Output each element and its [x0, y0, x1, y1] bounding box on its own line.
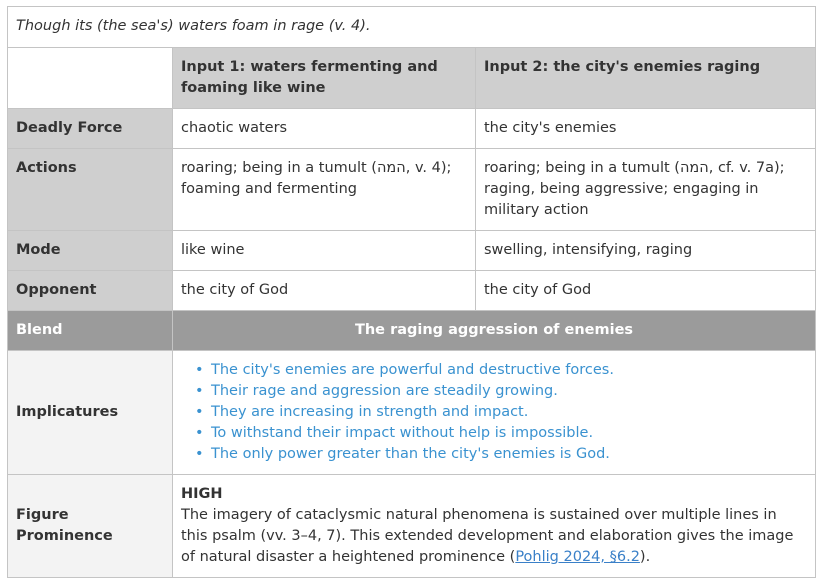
cell-input2: the city of God: [476, 271, 816, 311]
implicature-item: [195, 423, 807, 444]
implicature-text: To withstand their impact without help is impossible.: [211, 425, 594, 441]
row-blend: [8, 311, 816, 351]
blend-label: Blend: [8, 311, 173, 351]
prominence-level: HIGH: [181, 486, 223, 502]
row-deadly-force: [8, 109, 816, 149]
implicatures-list: [181, 360, 807, 465]
bullet-icon: •: [195, 362, 204, 378]
implicature-text: The city's enemies are powerful and destructive forces.: [211, 362, 614, 378]
row-label: Mode: [8, 231, 173, 271]
cell-input2: the city's enemies: [476, 109, 816, 149]
row-opponent: [8, 271, 816, 311]
caption-row: [8, 7, 816, 48]
blend-analysis-table: [7, 6, 816, 578]
cell-input2: swelling, intensifying, raging: [476, 231, 816, 271]
implicature-item: [195, 381, 807, 402]
row-mode: [8, 231, 816, 271]
implicature-item: [195, 444, 807, 465]
prominence-text-end: ).: [639, 549, 651, 565]
header-row: [8, 48, 816, 109]
row-label: Actions: [8, 149, 173, 231]
implicature-text: The only power greater than the city's enemies is God.: [211, 446, 610, 462]
row-figure-prominence: [8, 475, 816, 578]
cell-input2: roaring; being in a tumult (המה, cf. v. 7a); raging, being aggressive; engaging in military action: [476, 149, 816, 231]
row-implicatures: [8, 351, 816, 475]
cell-input1: like wine: [173, 231, 476, 271]
implicatures-label: Implicatures: [8, 351, 173, 475]
header-blank-cell: [8, 48, 173, 109]
implicatures-cell: [173, 351, 816, 475]
prominence-cell: [173, 475, 816, 578]
cell-input1: the city of God: [173, 271, 476, 311]
implicature-item: [195, 360, 807, 381]
header-input2: Input 2: the city's enemies raging: [476, 48, 816, 109]
bullet-icon: •: [195, 446, 204, 462]
row-label: Deadly Force: [8, 109, 173, 149]
row-label: Opponent: [8, 271, 173, 311]
bullet-icon: •: [195, 383, 204, 399]
implicature-text: Their rage and aggression are steadily growing.: [211, 383, 558, 399]
blend-analysis-table-container: [7, 6, 815, 578]
row-actions: [8, 149, 816, 231]
bullet-icon: •: [195, 425, 204, 441]
bullet-icon: •: [195, 404, 204, 420]
prominence-label: Figure Prominence: [8, 475, 173, 578]
cell-input1: roaring; being in a tumult (המה, v. 4); foaming and fermenting: [173, 149, 476, 231]
implicature-item: [195, 402, 807, 423]
implicature-text: They are increasing in strength and impact.: [211, 404, 529, 420]
header-input1: Input 1: waters fermenting and foaming like wine: [173, 48, 476, 109]
blend-value: The raging aggression of enemies: [173, 311, 816, 351]
cell-input1: chaotic waters: [173, 109, 476, 149]
verse-caption: Though its (the sea's) waters foam in rage (v. 4).: [8, 7, 816, 48]
prominence-text: The imagery of cataclysmic natural phenomena is sustained over multiple lines in this psalm (vv. 3–4, 7). This extended development and elaboration gives the image of natural disaster a heightened prominence (: [181, 507, 794, 565]
citation-link[interactable]: Pohlig 2024, §6.2: [515, 549, 640, 565]
